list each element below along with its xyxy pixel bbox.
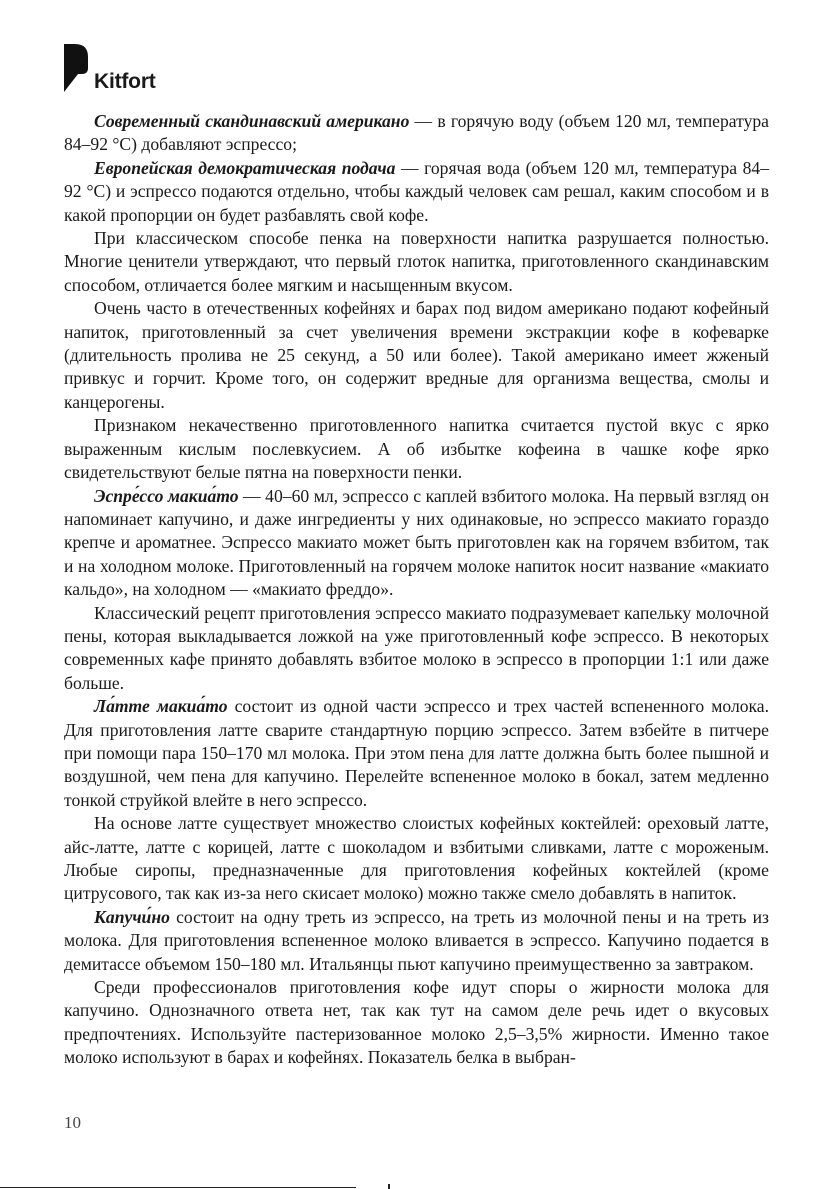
paragraph	[64, 812, 769, 906]
crop-mark	[388, 1184, 390, 1189]
paragraph-term: Ла́тте макиа́то	[94, 696, 228, 717]
paragraph-text: — горячая вода (объем 120 мл, температура 84–92 °C) и эспрессо подаются отдельно, чтобы каждый человек сам решал, каким способом и в какой пропорции он будет разбавлять свой кофе.	[64, 157, 770, 225]
paragraph	[64, 976, 769, 1070]
paragraph-text: — 40–60 мл, эспрессо с каплей взбитого молока. На первый взгляд он напоминает капучино, и даже ингредиенты у них одинаковые, но эспрессо макиато гораздо крепче и ароматнее. Эспрессо макиато может быть приготовлен как на горячем взбитом, так и на холодном молоке. Приготовленный на горячем молоке напиток носит название «макиато кальдо», на холодном — «макиато фреддо».	[64, 485, 769, 600]
paragraph-text: Признаком некачественно приготовленного напитка считается пустой вкус с ярко выраженным кислым послевкусием. А об избытке кофеина в чашке кофе ярко свидетельствуют белые пятна на поверхности пенки.	[64, 415, 769, 483]
paragraph-term: Европейская демократическая подача	[94, 157, 396, 178]
paragraph-text: На основе латте существует множество слоистых кофейных коктейлей: ореховый латте, айс-латте, латте с корицей, латте с шоколадом и взбитыми сливками, латте с мороженым. Любые сиропы, предназначенные для приготовления кофейных коктейлей (кроме цитрусового, так как из-за него скисает молоко) можно также смело добавлять в напиток.	[64, 813, 769, 904]
kitfort-logo-icon	[64, 44, 88, 92]
paragraph	[64, 485, 769, 602]
paragraph-text: состоит на одну треть из эспрессо, на треть из молочной пены и на треть из молока. Для приготовления вспененное молоко вливается в эспрессо. Капучино подается в демитассе объемом 150–180 мл. Итальянцы пьют капучино преимущественно за завтраком.	[64, 906, 769, 974]
paragraph-term: Эспре́ссо макиа́то	[94, 485, 239, 506]
paragraph-text: состоит из одной части эспрессо и трех частей вспененного молока. Для приготовления латте сварите стандартную порцию эспрессо. Затем взбейте в питчере при помощи пара 150–170 мл молока. При этом пена для латте должна быть более пышной и воздушной, чем пена для капучино. Перелейте вспененное молоко в бокал, затем медленно тонкой струйкой влейте в него эспрессо.	[64, 696, 770, 810]
paragraph-text: Среди профессионалов приготовления кофе идут споры о жирности молока для капучино. Однозначного ответа нет, так как тут на самом деле речь идет о вкусовых предпочтениях. Используйте пастеризованное молоко 2,5–3,5% жирности. Именно такое молоко используют в барах и кофейнях. Показатель белка в выбран-	[64, 977, 769, 1068]
paragraph	[64, 906, 769, 976]
paragraph	[64, 110, 769, 157]
paragraph	[64, 227, 769, 297]
paragraph-text: Классический рецепт приготовления эспрессо макиато подразумевает капельку молочной пены, которая выкладывается ложкой на уже приготовленный кофе эспрессо. В некоторых современных кафе принято добавлять взбитое молоко в эспрессо в пропорции 1:1 или даже больше.	[64, 602, 769, 693]
paragraph	[64, 695, 769, 812]
paragraph-text: Очень часто в отечественных кофейнях и барах под видом американо подают кофейный напиток, приготовленный за счет увеличения времени экстракции кофе в кофеварке (длительность пролива не 25 секунд, а 50 или более). Такой американо имеет жженый привкус и горчит. Кроме того, он содержит вредные для организма вещества, смолы и канцерогены.	[64, 298, 769, 412]
page-number: 10	[64, 1113, 81, 1132]
document-body	[64, 110, 769, 1070]
paragraph-text: При классическом способе пенка на поверхности напитка разрушается полностью. Многие ценители утверждают, что первый глоток напитка, приготовленного скандинавским способом, отличается более мягким и насыщенным вкусом.	[64, 228, 769, 295]
paragraph	[64, 414, 769, 484]
footer-divider	[0, 1187, 356, 1188]
paragraph	[64, 297, 769, 414]
paragraph-term: Капучи́но	[94, 906, 170, 927]
paragraph-term: Современный скандинавский американо	[94, 111, 410, 131]
paragraph	[64, 157, 769, 227]
brand-logo	[64, 44, 224, 98]
paragraph	[64, 602, 769, 696]
brand-name: Kitfort	[94, 70, 156, 93]
paragraph-text: — в горячую воду (объем 120 мл, температура 84–92 °C) добавляют эспрессо;	[64, 111, 769, 155]
